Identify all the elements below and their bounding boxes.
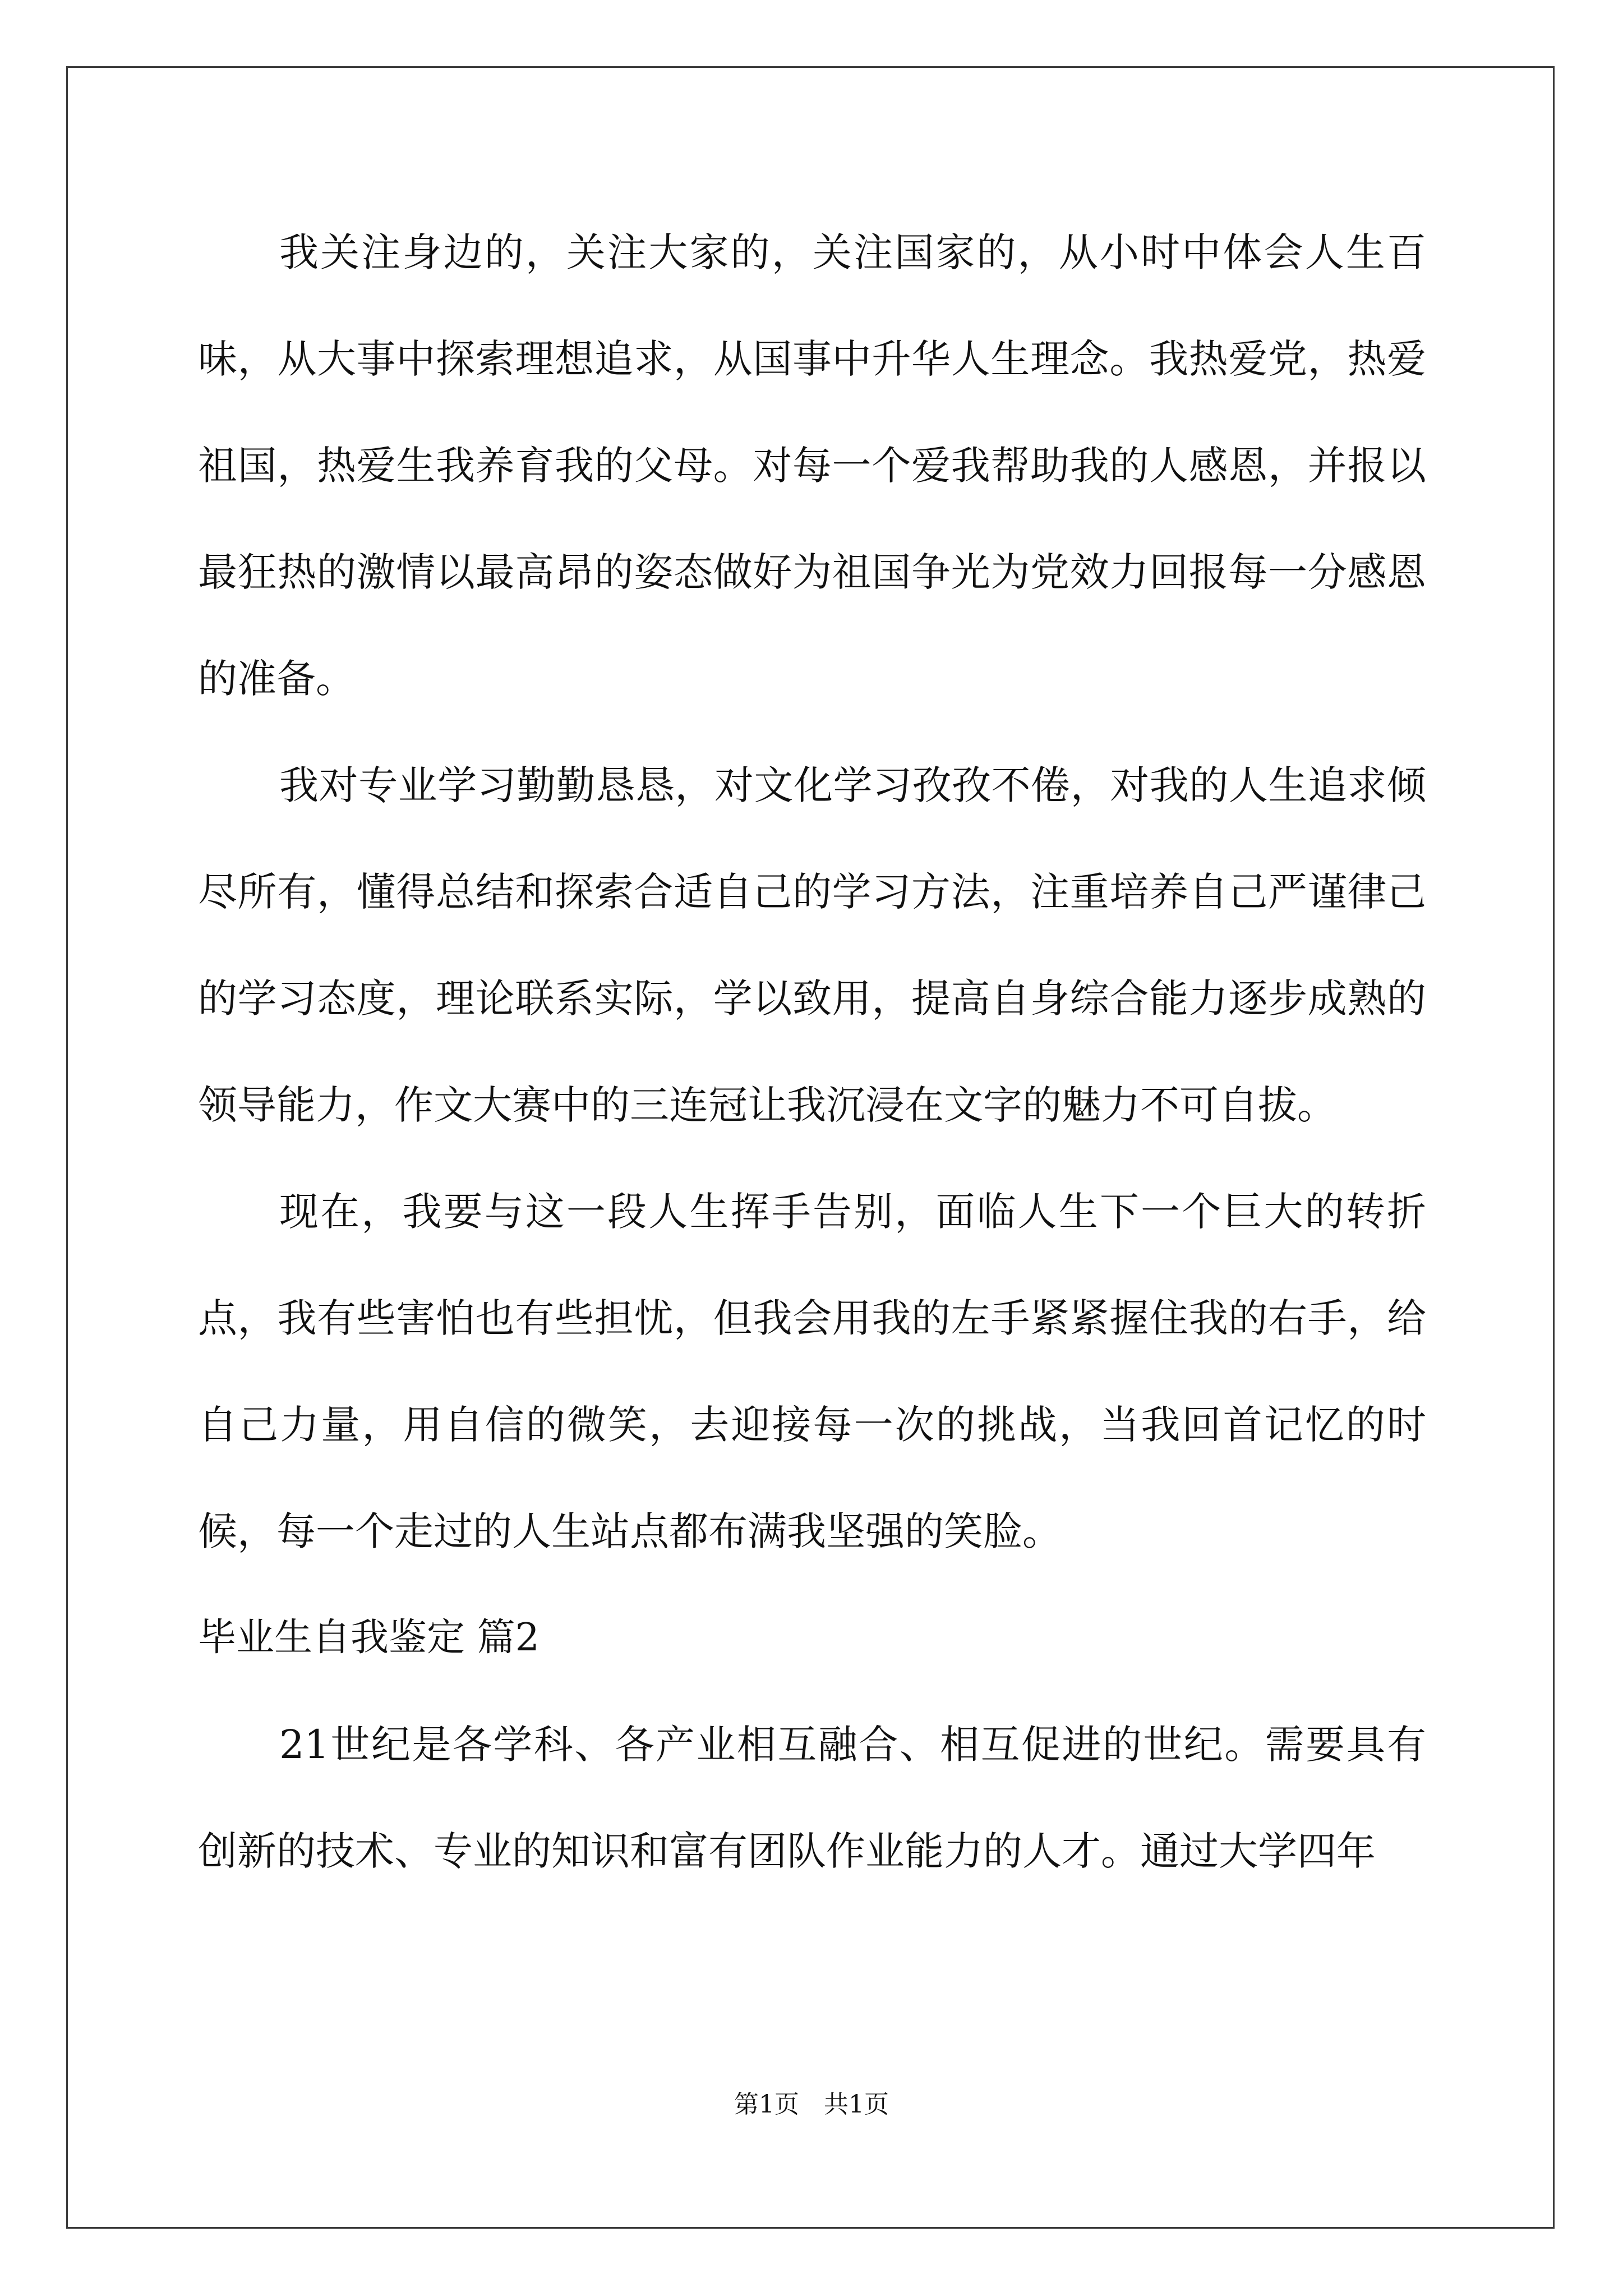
document-body <box>198 199 1426 1904</box>
section-heading: 毕业生自我鉴定 篇2 <box>198 1616 540 1660</box>
page-footer: 第1页 共1页 <box>734 2090 889 2119</box>
paragraph-2: 我对专业学习勤勤恳恳，对文化学习孜孜不倦，对我的人生追求倾尽所有，懂得总结和探索合适自己的学习方法，注重培养自己严谨律己的学习态度，理论联系实际，学以致用，提高自身综合能力逐步成熟的领导能力，作文大赛中的三连冠让我沉浸在文字的魅力不可自拔。 <box>198 762 1426 1128</box>
paragraph-1: 我关注身边的，关注大家的，关注国家的，从小时中体会人生百味，从大事中探索理想追求，从国事中升华人生理念。我热爱党，热爱祖国，热爱生我养育我的父母。对每一个爱我帮助我的人感恩，并报以最狂热的激情以最高昂的姿态做好为祖国争光为党效力回报每一分感恩的准备。 <box>198 229 1426 702</box>
section-paragraph: 21世纪是各学科、各产业相互融合、相互促进的世纪。需要具有创新的技术、专业的知识和富有团队作业能力的人才。通过大学四年 <box>198 1722 1426 1874</box>
paragraph-3: 现在，我要与这一段人生挥手告别，面临人生下一个巨大的转折点，我有些害怕也有些担忧，但我会用我的左手紧紧握住我的右手，给自己力量，用自信的微笑，去迎接每一次的挑战，当我回首记忆的时候，每一个走过的人生站点都布满我坚强的笑脸。 <box>198 1189 1426 1554</box>
